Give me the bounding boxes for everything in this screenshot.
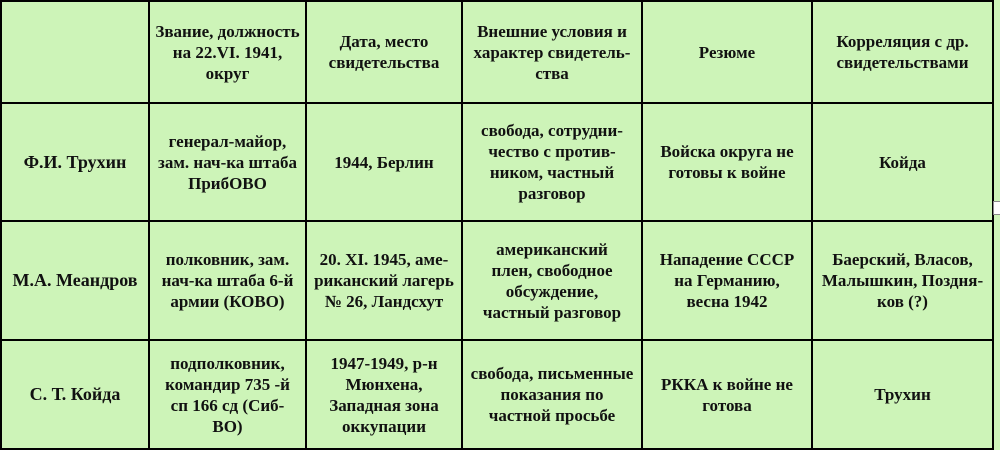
header-cell-summary: Резюме: [642, 1, 812, 103]
cell-name: Ф.И. Трухин: [1, 103, 149, 221]
cell-correlation: Баерский, Власов, Малышкин, Поздня- ков (?): [812, 221, 993, 340]
cell-name: М.А. Меандров: [1, 221, 149, 340]
cell-rank: подполковник, командир 735 -й сп 166 сд (Сиб- ВО): [149, 340, 306, 449]
header-cell-rank: Звание, должность на 22.VI. 1941, округ: [149, 1, 306, 103]
table-row: [1, 221, 993, 340]
table-row: [1, 103, 993, 221]
cell-name: С. Т. Койда: [1, 340, 149, 449]
table-row: [1, 340, 993, 449]
cell-conditions: американский плен, свободное обсуждение, частный разговор: [462, 221, 642, 340]
resize-handle[interactable]: [993, 201, 1000, 215]
cell-conditions: свобода, сотрудни- чество с против- ником, частный разговор: [462, 103, 642, 221]
cell-rank: полковник, зам. нач-ка штаба 6-й армии (КОВО): [149, 221, 306, 340]
header-cell-date-place: Дата, место свидетельства: [306, 1, 462, 103]
cell-summary: Войска округа не готовы к войне: [642, 103, 812, 221]
cell-date-place: 1947-1949, р-н Мюнхена, Западная зона оккупации: [306, 340, 462, 449]
cell-date-place: 1944, Берлин: [306, 103, 462, 221]
cell-correlation: Койда: [812, 103, 993, 221]
table-header-row: [1, 1, 993, 103]
header-cell-correlation: Корреляция с др. свидетельствами: [812, 1, 993, 103]
cell-conditions: свобода, письменные показания по частной просьбе: [462, 340, 642, 449]
cell-summary: РККА к войне не готова: [642, 340, 812, 449]
cell-summary: Нападение СССР на Германию, весна 1942: [642, 221, 812, 340]
header-cell-conditions: Внешние условия и характер свидетель- ства: [462, 1, 642, 103]
cell-rank: генерал-майор, зам. нач-ка штаба ПрибОВО: [149, 103, 306, 221]
cell-date-place: 20. XI. 1945, аме- риканский лагерь № 26, Ландсхут: [306, 221, 462, 340]
cell-correlation: Трухин: [812, 340, 993, 449]
header-cell-name: [1, 1, 149, 103]
